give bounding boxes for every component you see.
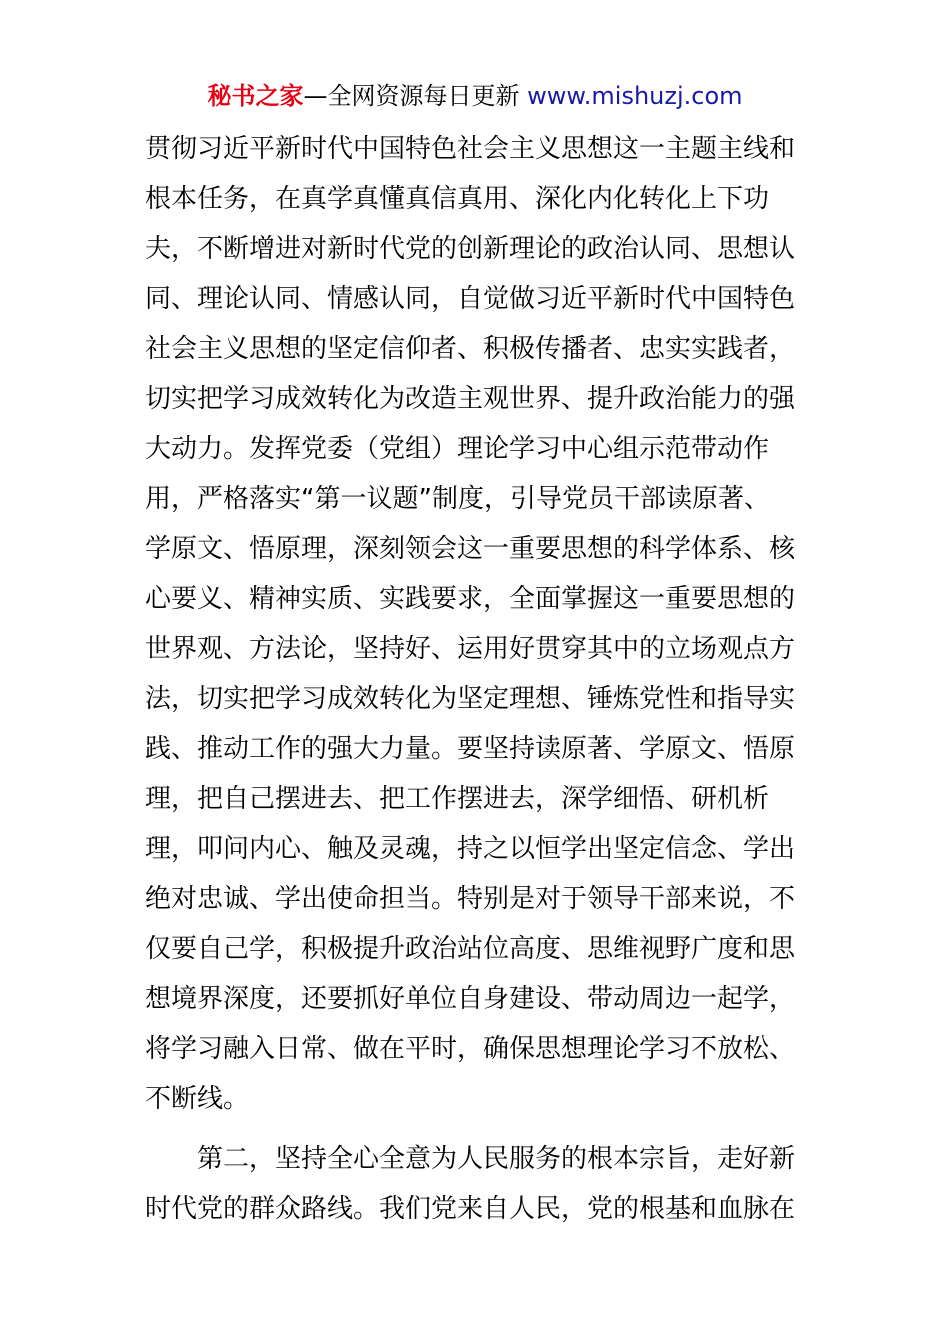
text-line: 将学习融入日常、做在平时，确保思想理论学习不放松、 (145, 1034, 796, 1064)
text-line: 夫，不断增进对新时代党的创新理论的政治认同、思想认 (145, 234, 796, 264)
text-line: 践、推动工作的强大力量。要坚持读原著、学原文、悟原 (145, 734, 796, 764)
paragraph-gap (145, 1124, 813, 1134)
text-line: 绝对忠诚、学出使命担当。特别是对于领导干部来说，不 (145, 884, 796, 914)
text-line: 第二，坚持全心全意为人民服务的根本宗旨，走好新 (145, 1144, 796, 1174)
text-line: 想境界深度，还要抓好单位自身建设、带动周边一起学， (145, 984, 796, 1014)
text-line: 理，叩问内心、触及灵魂，持之以恒学出坚定信念、学出 (145, 834, 796, 864)
text-line: 社会主义思想的坚定信仰者、积极传播者、忠实实践者， (145, 334, 796, 364)
text-line: 不断线。 (145, 1084, 250, 1114)
text-line: 仅要自己学，积极提升政治站位高度、思维视野广度和思 (145, 934, 796, 964)
site-tagline: —全网资源每日更新 (303, 82, 520, 110)
text-line: 理，把自己摆进去、把工作摆进去，深学细悟、研机析 (145, 784, 770, 814)
site-header (0, 80, 950, 112)
text-line: 同、理论认同、情感认同，自觉做习近平新时代中国特色 (145, 284, 796, 314)
text-line: 贯彻习近平新时代中国特色社会主义思想这一主题主线和 (145, 134, 796, 164)
text-line: 世界观、方法论，坚持好、运用好贯穿其中的立场观点方 (145, 634, 796, 664)
text-line: 根本任务，在真学真懂真信真用、深化内化转化上下功 (145, 184, 770, 214)
text-line: 大动力。发挥党委（党组）理论学习中心组示范带动作 (145, 434, 770, 464)
text-line: 切实把学习成效转化为改造主观世界、提升政治能力的强 (145, 384, 796, 414)
text-line: 用，严格落实“第一议题”制度，引导党员干部读原著、 (145, 484, 770, 514)
text-line: 学原文、悟原理，深刻领会这一重要思想的科学体系、核 (145, 534, 796, 564)
site-url-link[interactable]: www.mishuzj.com (527, 82, 743, 110)
text-line: 时代党的群众路线。我们党来自人民，党的根基和血脉在 (145, 1194, 796, 1224)
site-brand: 秘书之家 (207, 82, 304, 110)
document-body (145, 124, 813, 1234)
text-line: 心要义、精神实质、实践要求，全面掌握这一重要思想的 (145, 584, 796, 614)
text-line: 法，切实把学习成效转化为坚定理想、锤炼党性和指导实 (145, 684, 796, 714)
